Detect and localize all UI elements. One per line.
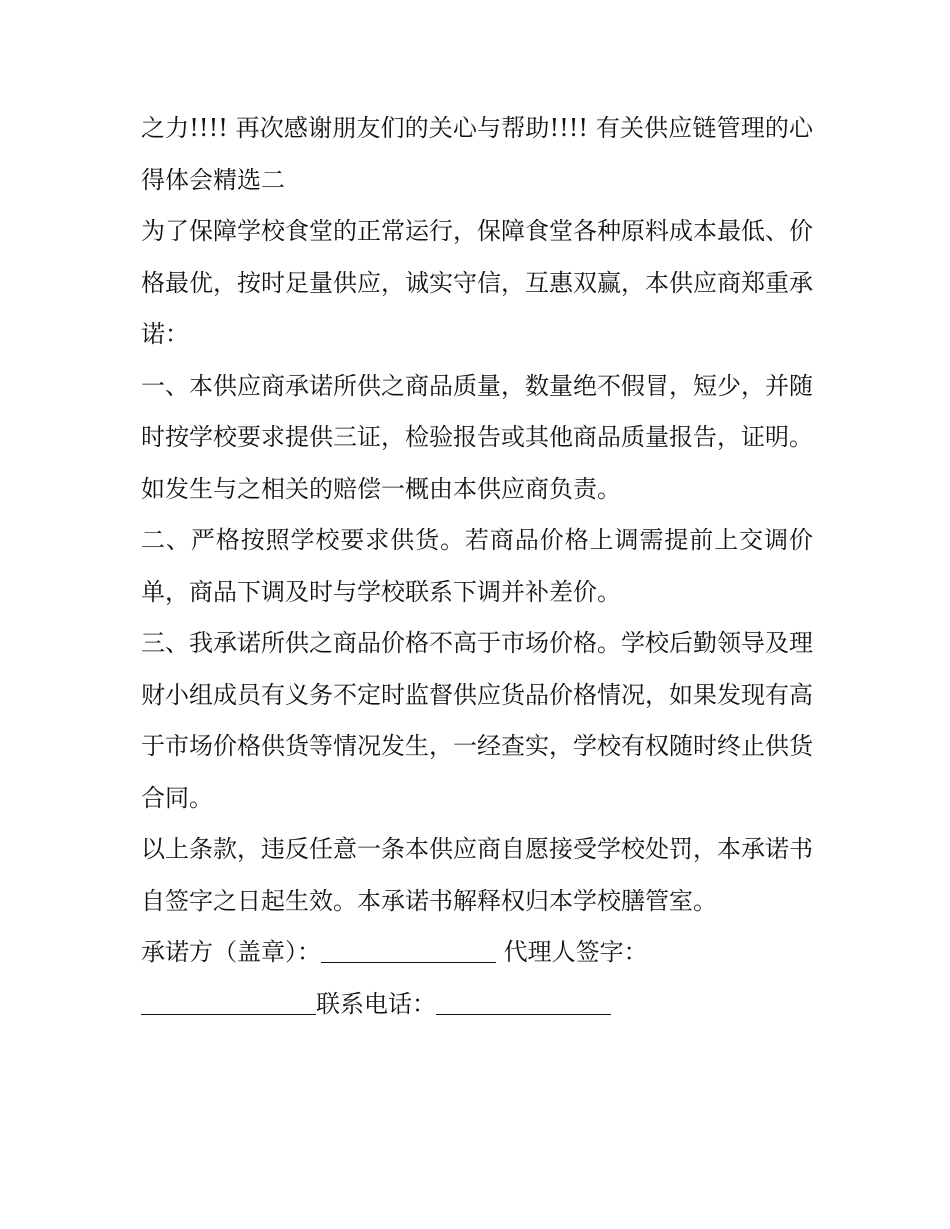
document-body <box>141 103 813 1030</box>
paragraph-purpose: 为了保障学校食堂的正常运行，保障食堂各种原料成本最低、价格最优，按时足量供应，诚实守信，互惠双赢，本供应商郑重承诺： <box>141 217 813 348</box>
paragraph-clause-1: 一、本供应商承诺所供之商品质量，数量绝不假冒，短少，并随时按学校要求提供三证，检验报告或其他商品质量报告，证明。如发生与之相关的赔偿一概由本供应商负责。 <box>141 371 813 503</box>
promisor-blank <box>321 938 496 963</box>
agent-label: 代理人签字： <box>503 938 648 966</box>
signature-line-1 <box>141 927 813 979</box>
phone-blank <box>436 990 611 1015</box>
agent-blank <box>141 990 316 1015</box>
paragraph-intro: 之力!!!! 再次感谢朋友们的关心与帮助!!!! 有关供应链管理的心得体会精选二 <box>141 114 813 194</box>
paragraph-terms: 以上条款，违反任意一条本供应商自愿接受学校处罚，本承诺书自签字之日起生效。本承诺书解释权归本学校膳管室。 <box>141 835 813 915</box>
paragraph-clause-2: 二、严格按照学校要求供货。若商品价格上调需提前上交调价单，商品下调及时与学校联系下调并补差价。 <box>141 526 813 606</box>
promisor-label: 承诺方（盖章）： <box>141 938 321 966</box>
paragraph-clause-3: 三、我承诺所供之商品价格不高于市场价格。学校后勤领导及理财小组成员有义务不定时监督供应货品价格情况，如果发现有高于市场价格供货等情况发生，一经查实，学校有权随时终止供货合同。 <box>141 629 813 812</box>
phone-label: 联系电话： <box>316 989 436 1018</box>
signature-line-2 <box>141 979 813 1031</box>
